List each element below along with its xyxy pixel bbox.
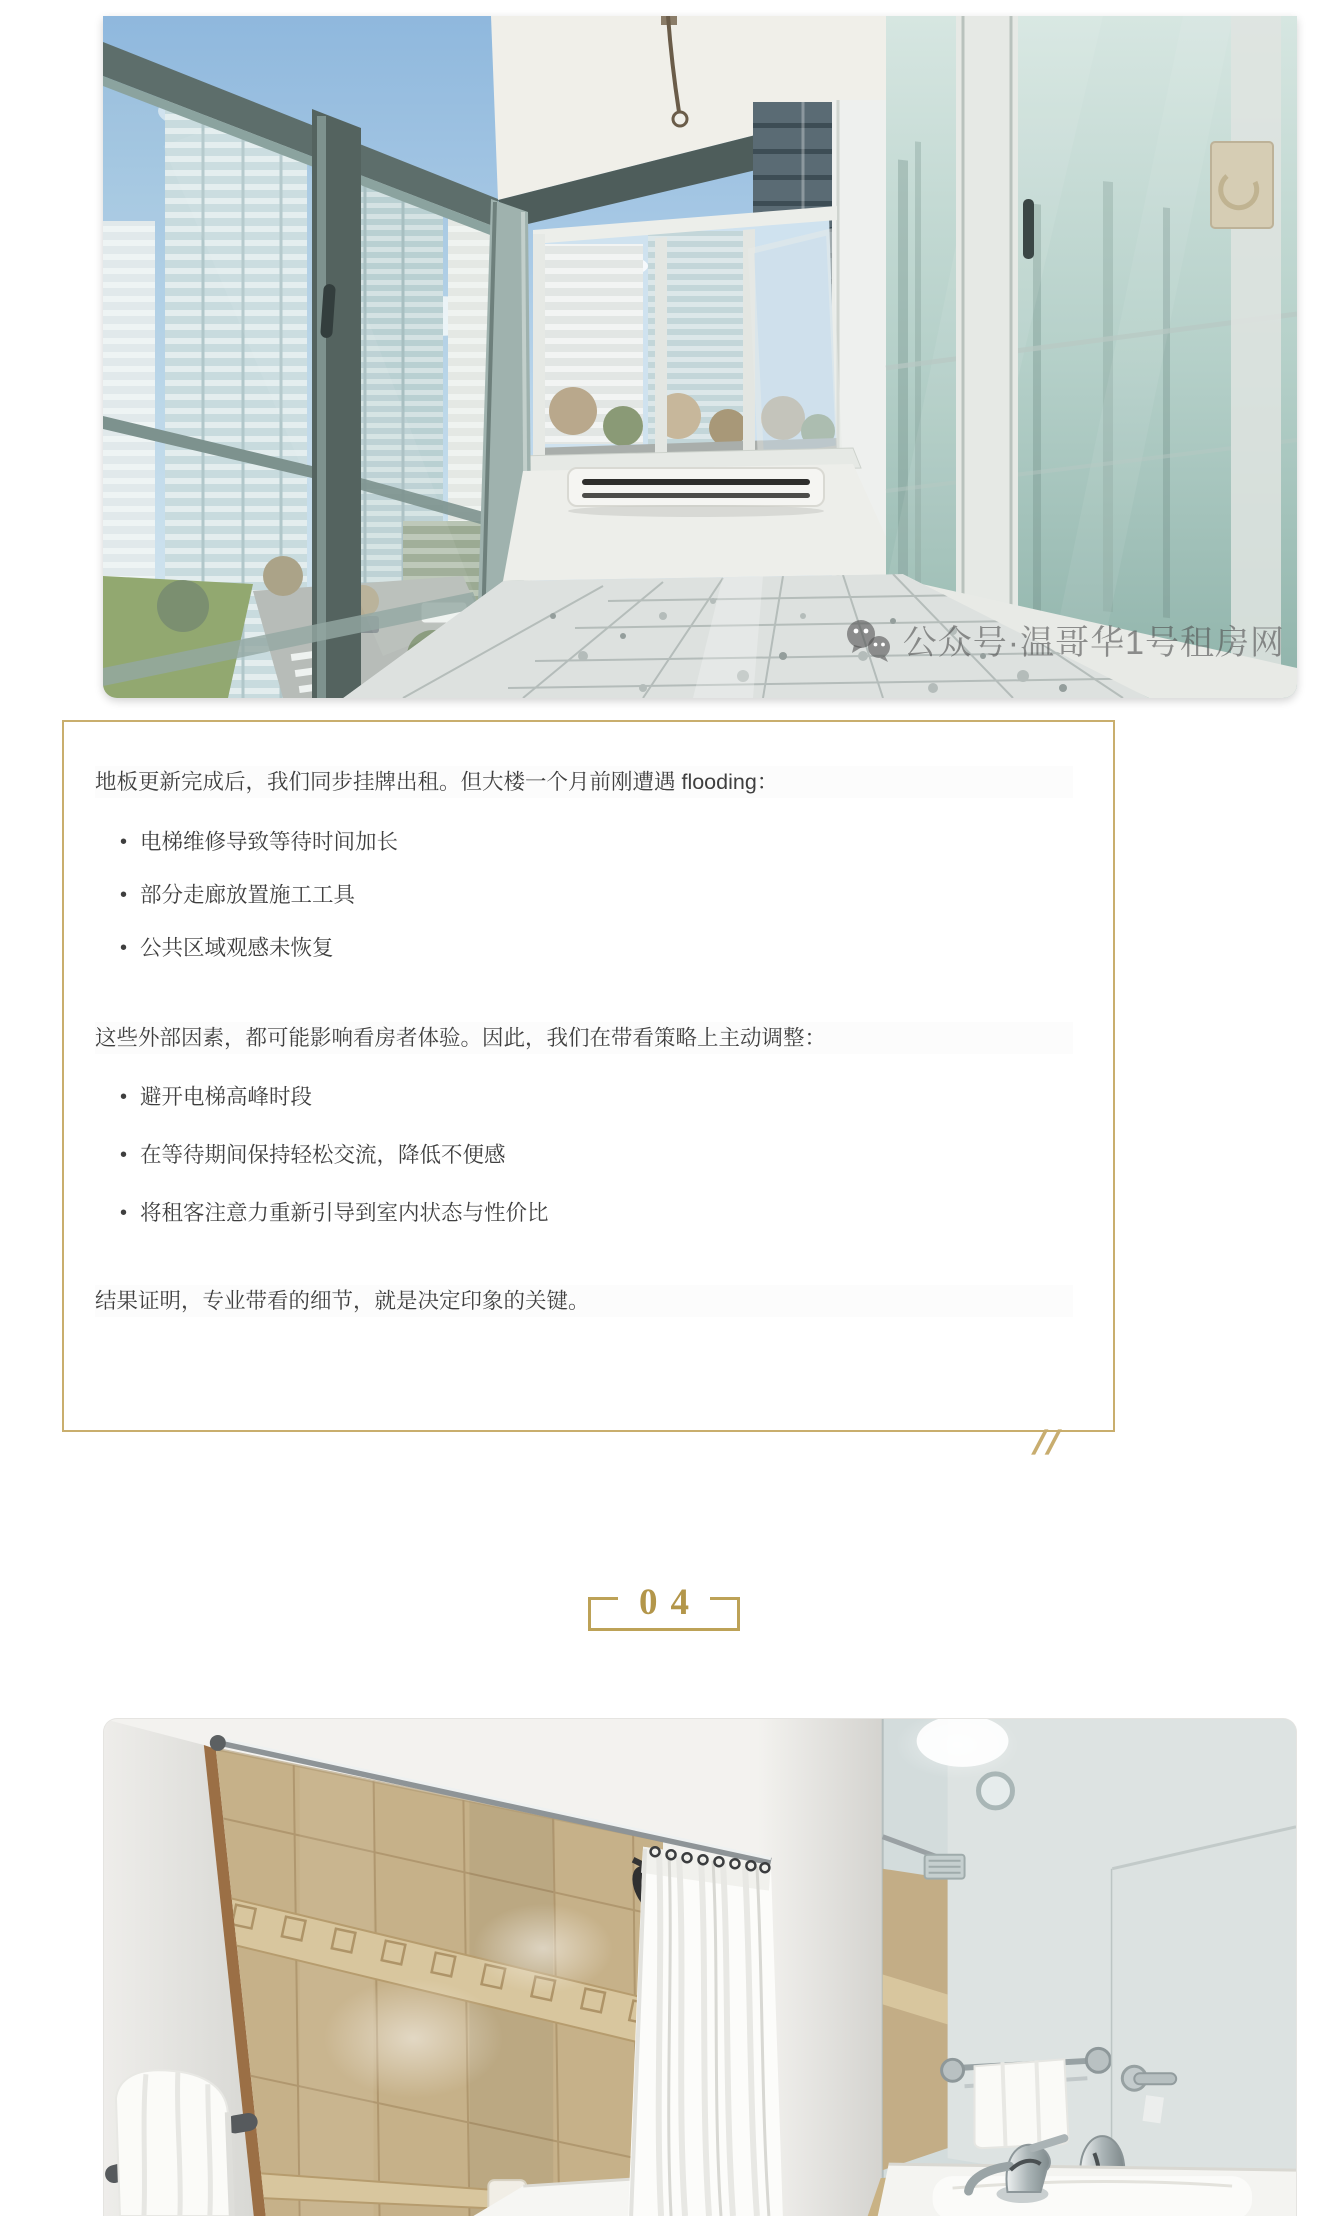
issue-list (95, 826, 1073, 964)
info-paragraph-2: 这些外部因素，都可能影响看房者体验。因此，我们在带看策略上主动调整： (95, 1022, 1073, 1054)
watermark-text: 公众号·温哥华1号租房网 (902, 624, 1285, 662)
wechat-icon (844, 618, 894, 662)
double-slash-decoration: // (1031, 1424, 1064, 1462)
info-paragraph-3: 结果证明，专业带看的细节，就是决定印象的关键。 (95, 1285, 1073, 1317)
bathroom-photo (103, 1718, 1297, 2216)
photo-watermark (844, 615, 1285, 664)
bathroom-photo-illustration (104, 1719, 1296, 2216)
section-marker-04 (588, 1582, 740, 1631)
info-box (62, 720, 1115, 1432)
section-number: 04 (639, 1582, 702, 1623)
list-item: • 部分走廊放置施工工具 (95, 879, 1073, 911)
list-item: • 电梯维修导致等待时间加长 (95, 826, 1073, 858)
list-item: • 在等待期间保持轻松交流，降低不便感 (95, 1139, 1073, 1171)
list-item: • 公共区域观感未恢复 (95, 932, 1073, 964)
list-item: • 将租客注意力重新引导到室内状态与性价比 (95, 1197, 1073, 1229)
list-item: • 避开电梯高峰时段 (95, 1081, 1073, 1113)
info-paragraph-1: 地板更新完成后，我们同步挂牌出租。但大楼一个月前刚遭遇 flooding： (95, 766, 1073, 798)
strategy-list (95, 1081, 1073, 1229)
balcony-photo (103, 16, 1297, 698)
balcony-photo-illustration (103, 16, 1297, 698)
